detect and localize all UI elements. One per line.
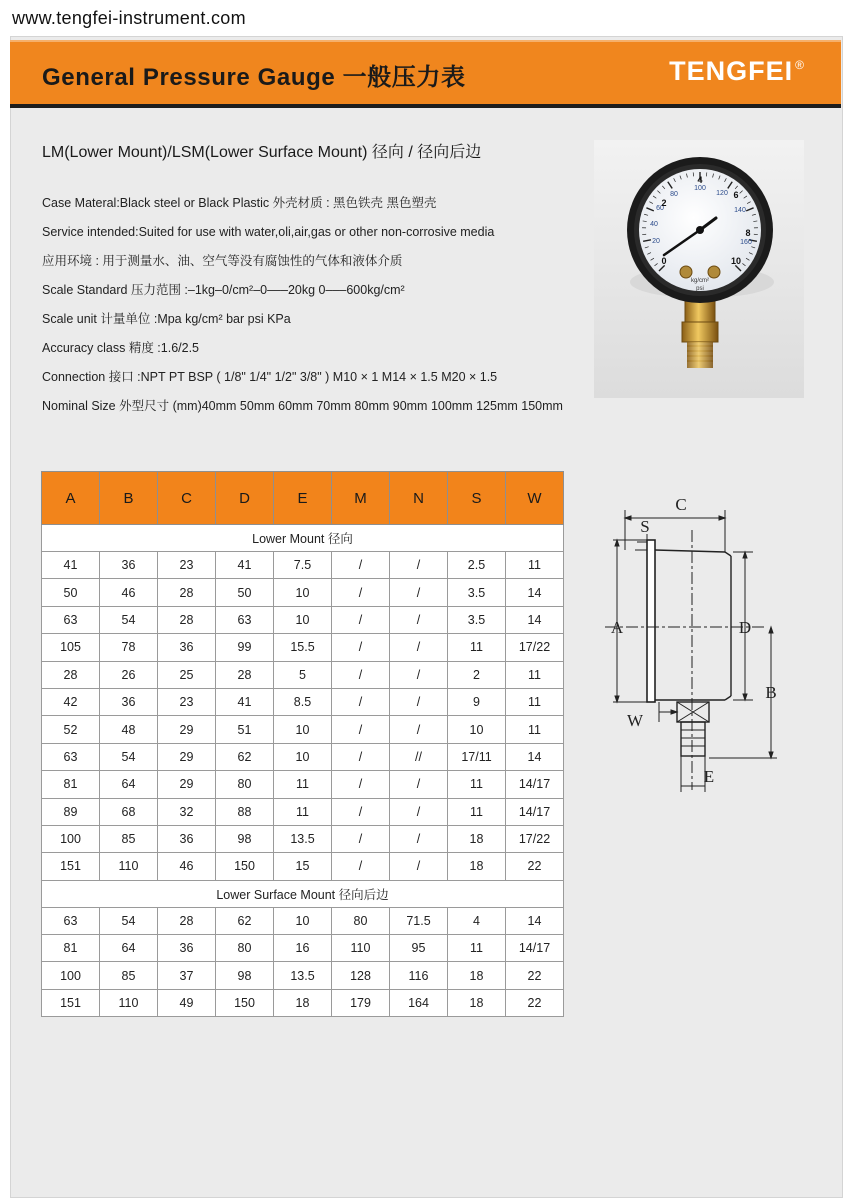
table-cell: / — [332, 825, 390, 852]
table-cell: 85 — [100, 825, 158, 852]
table-cell: 9 — [448, 688, 506, 715]
table-row — [42, 989, 564, 1016]
table-cell: / — [332, 771, 390, 798]
table-cell: 50 — [42, 579, 100, 606]
table-cell: 151 — [42, 853, 100, 880]
table-row — [42, 962, 564, 989]
table-cell: 3.5 — [448, 579, 506, 606]
table-cell: 128 — [332, 962, 390, 989]
spec-service: Service intended:Suited for use with water,oli,air,gas or other non-corrosive media — [42, 225, 495, 239]
table-cell: 28 — [158, 907, 216, 934]
table-cell: 29 — [158, 771, 216, 798]
table-row — [42, 634, 564, 661]
table-row — [42, 743, 564, 770]
table-cell: 22 — [506, 989, 564, 1016]
table-cell: 11 — [448, 771, 506, 798]
column-header: N — [390, 472, 448, 525]
dim-label-w: W — [626, 711, 644, 730]
table-cell: 64 — [100, 935, 158, 962]
table-cell: 49 — [158, 989, 216, 1016]
table-cell: 18 — [448, 825, 506, 852]
table-cell: 98 — [216, 962, 274, 989]
table-cell: 63 — [216, 606, 274, 633]
table-row — [42, 716, 564, 743]
table-cell: 14 — [506, 907, 564, 934]
section-title: Lower Surface Mount 径向后边 — [42, 880, 564, 907]
dim-label-e: E — [703, 767, 715, 786]
spec-connection: Connection 接口 :NPT PT BSP ( 1/8" 1/4" 1/2" 3/8" ) M10 × 1 M14 × 1.5 M20 × 1.5 — [42, 370, 498, 384]
table-cell: 36 — [100, 552, 158, 579]
table-cell: 89 — [42, 798, 100, 825]
table-cell: 17/22 — [506, 825, 564, 852]
table-cell: 50 — [216, 579, 274, 606]
table-row — [42, 661, 564, 688]
table-cell: 54 — [100, 743, 158, 770]
table-cell: 7.5 — [274, 552, 332, 579]
table-cell: 17/11 — [448, 743, 506, 770]
dial-number: 60 — [656, 205, 664, 212]
website-url[interactable]: www.tengfei-instrument.com — [12, 8, 246, 28]
table-row — [42, 552, 564, 579]
spec-application: 应用环境 : 用于测量水、油、空气等没有腐蚀性的气体和液体介质 — [42, 254, 403, 268]
column-header: A — [42, 472, 100, 525]
table-cell: // — [390, 743, 448, 770]
table-cell: 14/17 — [506, 935, 564, 962]
table-cell: 11 — [274, 798, 332, 825]
column-header: B — [100, 472, 158, 525]
table-cell: 10 — [274, 579, 332, 606]
dim-label-d: D — [738, 618, 752, 637]
column-header: M — [332, 472, 390, 525]
table-cell: 41 — [216, 552, 274, 579]
table-cell: 10 — [274, 716, 332, 743]
dimension-diagram — [595, 490, 795, 805]
dial-number: 8 — [745, 228, 751, 238]
table-cell: 11 — [448, 798, 506, 825]
gauge-photo — [594, 140, 804, 398]
table-cell: 62 — [216, 907, 274, 934]
table-cell: 54 — [100, 907, 158, 934]
table-cell: 3.5 — [448, 606, 506, 633]
table-cell: / — [390, 716, 448, 743]
dial-number: 80 — [670, 191, 678, 198]
table-cell: 48 — [100, 716, 158, 743]
table-cell: 18 — [448, 962, 506, 989]
table-section-row — [42, 525, 564, 552]
table-cell: 23 — [158, 688, 216, 715]
table-cell: 14 — [506, 606, 564, 633]
table-cell: 42 — [42, 688, 100, 715]
table-row — [42, 825, 564, 852]
table-cell: 29 — [158, 743, 216, 770]
table-cell: 110 — [100, 853, 158, 880]
dial-number: 4 — [697, 175, 703, 185]
table-cell: 15 — [274, 853, 332, 880]
table-cell: 62 — [216, 743, 274, 770]
table-cell: 41 — [216, 688, 274, 715]
table-cell: / — [332, 661, 390, 688]
table-cell: 64 — [100, 771, 158, 798]
dim-label-s: S — [640, 517, 650, 536]
table-cell: 98 — [216, 825, 274, 852]
spec-scale-standard: Scale Standard 压力范围 :–1kg–0/cm²–0–––20kg 0–––600kg/cm² — [42, 283, 405, 297]
table-cell: 36 — [158, 935, 216, 962]
table-cell: 22 — [506, 962, 564, 989]
table-cell: 18 — [448, 853, 506, 880]
table-cell: 13.5 — [274, 825, 332, 852]
table-row — [42, 853, 564, 880]
table-cell: 36 — [100, 688, 158, 715]
table-cell: 26 — [100, 661, 158, 688]
dial-number: 2 — [661, 198, 667, 208]
table-cell: / — [332, 579, 390, 606]
table-cell: / — [332, 606, 390, 633]
table-cell: 164 — [390, 989, 448, 1016]
dial-number: 6 — [733, 190, 739, 200]
table-cell: 8.5 — [274, 688, 332, 715]
table-cell: / — [390, 661, 448, 688]
column-header: S — [448, 472, 506, 525]
table-row — [42, 606, 564, 633]
table-cell: 151 — [42, 989, 100, 1016]
table-cell: 71.5 — [390, 907, 448, 934]
table-row — [42, 771, 564, 798]
table-cell: 37 — [158, 962, 216, 989]
page-title: General Pressure Gauge 一般压力表 — [42, 64, 466, 91]
table-cell: 95 — [390, 935, 448, 962]
table-cell: 11 — [506, 552, 564, 579]
table-cell: 80 — [216, 771, 274, 798]
table-cell: 23 — [158, 552, 216, 579]
pressure-gauge-icon — [594, 140, 804, 398]
spec-list — [42, 195, 602, 427]
table-cell: 46 — [100, 579, 158, 606]
table-cell: 100 — [42, 825, 100, 852]
table-section-row — [42, 880, 564, 907]
section-title: Lower Mount 径向 — [42, 525, 564, 552]
table-cell: 110 — [100, 989, 158, 1016]
table-cell: 41 — [42, 552, 100, 579]
table-cell: 68 — [100, 798, 158, 825]
dimensions-table — [41, 471, 564, 1017]
table-cell: 54 — [100, 606, 158, 633]
table-cell: 11 — [448, 935, 506, 962]
table-cell: 28 — [42, 661, 100, 688]
table-cell: 88 — [216, 798, 274, 825]
table-cell: / — [332, 688, 390, 715]
unit-kg: kg/cm² — [691, 278, 709, 284]
table-cell: 10 — [274, 743, 332, 770]
table-cell: 46 — [158, 853, 216, 880]
table-cell: 36 — [158, 825, 216, 852]
table-cell: 18 — [274, 989, 332, 1016]
table-cell: 85 — [100, 962, 158, 989]
table-cell: 2.5 — [448, 552, 506, 579]
table-cell: 36 — [158, 634, 216, 661]
column-header: D — [216, 472, 274, 525]
table-row — [42, 907, 564, 934]
brand-logo — [669, 56, 805, 87]
table-cell: 10 — [448, 716, 506, 743]
dial-number: 100 — [694, 185, 706, 192]
spec-scale-unit: Scale unit 计量单位 :Mpa kg/cm² bar psi KPa — [42, 312, 291, 326]
table-cell: / — [332, 853, 390, 880]
table-cell: 29 — [158, 716, 216, 743]
spec-case-material: Case Materal:Black steel or Black Plastic 外壳材质 : 黑色铁壳 黑色塑壳 — [42, 196, 437, 210]
table-cell: 22 — [506, 853, 564, 880]
gauge-dimension-drawing-icon — [595, 490, 795, 800]
table-body — [42, 525, 564, 1017]
table-cell: 11 — [506, 688, 564, 715]
table-cell: / — [390, 798, 448, 825]
table-row — [42, 798, 564, 825]
table-cell: / — [390, 579, 448, 606]
table-cell: 81 — [42, 935, 100, 962]
table-row — [42, 579, 564, 606]
table-cell: 150 — [216, 989, 274, 1016]
table-cell: 10 — [274, 606, 332, 633]
table-cell: / — [390, 688, 448, 715]
table-cell: 10 — [274, 907, 332, 934]
table-cell: 110 — [332, 935, 390, 962]
product-subtitle: LM(Lower Mount)/LSM(Lower Surface Mount) 径向 / 径向后边 — [42, 144, 482, 161]
table-cell: 18 — [448, 989, 506, 1016]
table-cell: 11 — [448, 634, 506, 661]
table-cell: / — [332, 552, 390, 579]
table-cell: / — [390, 606, 448, 633]
dim-label-c: C — [675, 495, 687, 514]
table-cell: 11 — [274, 771, 332, 798]
unit-psi: psi — [696, 286, 704, 292]
column-header: C — [158, 472, 216, 525]
table-cell: 11 — [506, 716, 564, 743]
table-cell: 63 — [42, 907, 100, 934]
table-cell: 81 — [42, 771, 100, 798]
dial-number: 140 — [734, 207, 746, 214]
table-cell: 14/17 — [506, 771, 564, 798]
table-cell: / — [390, 825, 448, 852]
table-cell: 14/17 — [506, 798, 564, 825]
table-cell: 4 — [448, 907, 506, 934]
table-row — [42, 935, 564, 962]
dial-number: 120 — [716, 190, 728, 197]
table-cell: 2 — [448, 661, 506, 688]
table-cell: / — [390, 552, 448, 579]
column-header: E — [274, 472, 332, 525]
title-banner — [10, 40, 841, 108]
table-cell: 99 — [216, 634, 274, 661]
table-cell: 63 — [42, 606, 100, 633]
table-cell: / — [332, 634, 390, 661]
table-cell: 13.5 — [274, 962, 332, 989]
dim-label-b: B — [765, 683, 777, 702]
table-cell: 28 — [158, 606, 216, 633]
table-cell: / — [390, 634, 448, 661]
table-cell: 100 — [42, 962, 100, 989]
dial-number: 10 — [730, 256, 742, 266]
table-cell: / — [390, 853, 448, 880]
table-cell: 14 — [506, 743, 564, 770]
dim-label-a: A — [610, 618, 624, 637]
table-cell: 16 — [274, 935, 332, 962]
table-cell: / — [390, 771, 448, 798]
dial-number: 20 — [652, 238, 660, 245]
table-cell: 52 — [42, 716, 100, 743]
table-cell: 150 — [216, 853, 274, 880]
table-cell: 11 — [506, 661, 564, 688]
table-cell: 78 — [100, 634, 158, 661]
table-cell: 28 — [216, 661, 274, 688]
table-cell: 63 — [42, 743, 100, 770]
dial-number: 160 — [740, 239, 752, 246]
table-cell: 17/22 — [506, 634, 564, 661]
registered-mark: ® — [795, 58, 805, 72]
table-cell: 14 — [506, 579, 564, 606]
table-cell: 105 — [42, 634, 100, 661]
table-cell: / — [332, 716, 390, 743]
table-cell: 5 — [274, 661, 332, 688]
column-header: W — [506, 472, 564, 525]
table-header-row — [42, 472, 564, 525]
table-cell: 25 — [158, 661, 216, 688]
table-cell: 15.5 — [274, 634, 332, 661]
table-cell: / — [332, 743, 390, 770]
table-cell: 116 — [390, 962, 448, 989]
table-cell: 179 — [332, 989, 390, 1016]
table-cell: 80 — [216, 935, 274, 962]
spec-accuracy: Accuracy class 精度 :1.6/2.5 — [42, 341, 200, 355]
table-cell: 32 — [158, 798, 216, 825]
dial-number: 0 — [661, 256, 667, 266]
dial-number: 40 — [650, 221, 658, 228]
table-cell: 80 — [332, 907, 390, 934]
table-row — [42, 688, 564, 715]
brand-name: TENGFEI — [669, 56, 794, 86]
table-cell: / — [332, 798, 390, 825]
table-cell: 51 — [216, 716, 274, 743]
spec-nominal-size: Nominal Size 外型尺寸 (mm)40mm 50mm 60mm 70mm 80mm 90mm 100mm 125mm 150mm — [42, 399, 563, 413]
table-cell: 28 — [158, 579, 216, 606]
